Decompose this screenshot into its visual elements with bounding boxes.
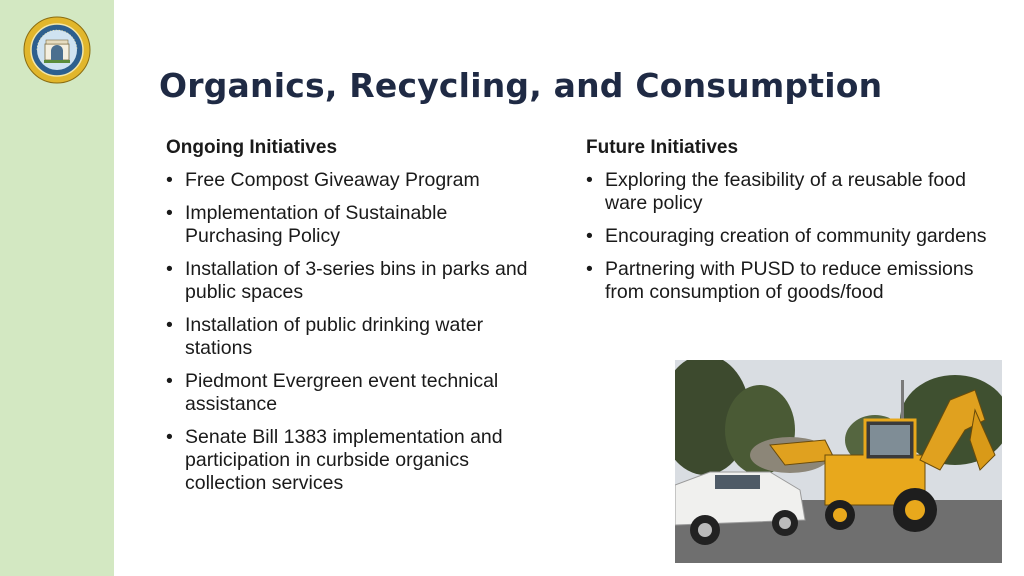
- list-item: • Free Compost Giveaway Program: [166, 169, 546, 192]
- list-item: • Partnering with PUSD to reduce emissions from consumption of goods/food: [586, 258, 1006, 304]
- future-list: [586, 169, 1006, 304]
- list-item: • Encouraging creation of community gardens: [586, 225, 1006, 248]
- future-heading: Future Initiatives: [586, 137, 739, 158]
- future-initiatives-section: [586, 137, 1006, 314]
- list-item: • Senate Bill 1383 implementation and participation in curbside organics collection services: [166, 426, 546, 495]
- sidebar-accent-bar: [0, 0, 114, 576]
- city-seal-icon: [23, 16, 91, 84]
- ongoing-list: [166, 169, 546, 495]
- list-item: • Exploring the feasibility of a reusable food ware policy: [586, 169, 1006, 215]
- slide-title: Organics, Recycling, and Consumption: [159, 66, 883, 105]
- list-item: • Implementation of Sustainable Purchasing Policy: [166, 202, 546, 248]
- list-item: • Installation of public drinking water stations: [166, 314, 546, 360]
- list-item: • Installation of 3-series bins in parks and public spaces: [166, 258, 546, 304]
- backhoe-loader-photo: [675, 360, 1002, 563]
- list-item: • Piedmont Evergreen event technical assistance: [166, 370, 546, 416]
- ongoing-initiatives-section: [166, 137, 546, 505]
- ongoing-heading: Ongoing Initiatives: [166, 137, 338, 158]
